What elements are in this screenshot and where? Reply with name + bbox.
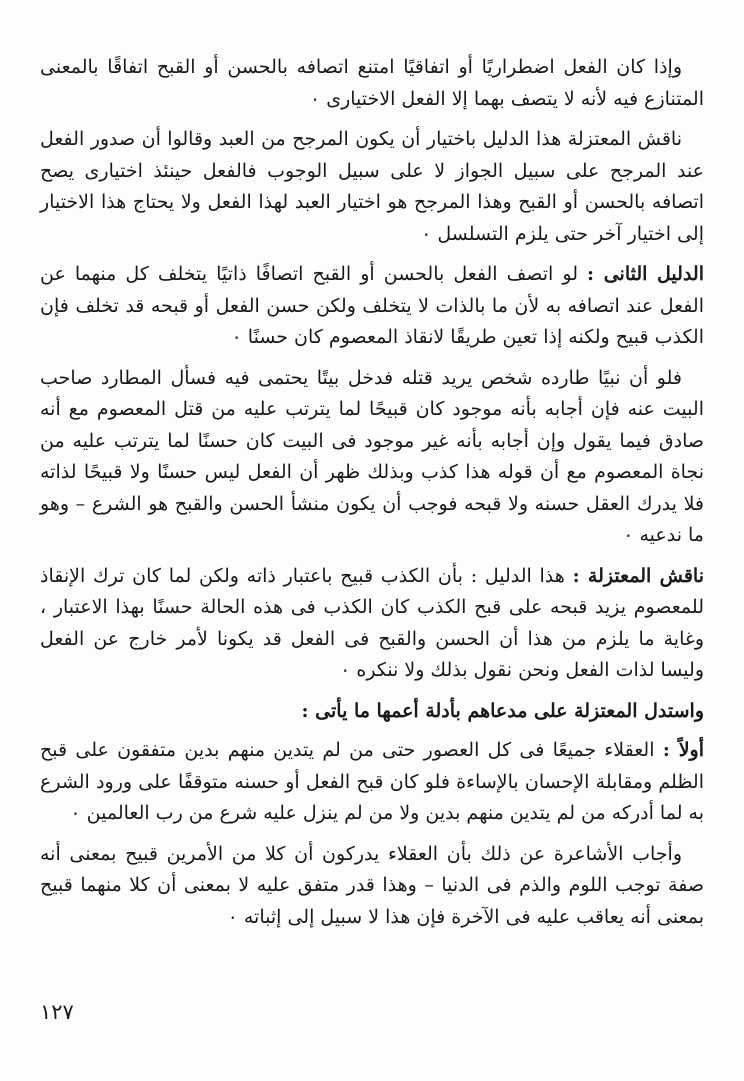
paragraph-lead: أولاً : — [662, 739, 704, 761]
paragraph-5 — [40, 561, 704, 687]
page-number: ١٢٧ — [40, 1000, 74, 1024]
paragraph-lead: ناقش المعتزلة : — [572, 564, 705, 587]
paragraph-text: لو اتصف الفعل بالحسن أو القبح اتصافًا ذاتيًا يتخلف كل منهما عن الفعل عند اتصافه به لأن ما بالذات لا يتخلف ولكن حسن الفعل أو قبحه قد تخلف فإن الكذب قبيح ولكنه إذا تعين طريقًا لانقاذ المعصوم كان حسنًا ٠ — [40, 263, 704, 348]
paragraph-text: ناقش المعتزلة هذا الدليل باختيار أن يكون المرجح من العبد وقالوا أن صدور الفعل عند المرجح على سبيل الجواز لا على سبيل الوجوب فالفعل حينئذ اختيارى يصح اتصافه بالحسن أو القبح وهذا المرجح هو اختيار العبد لهذا الفعل ولا يحتاج هذا الاختيار إلى اختيار آخر حتى يلزم التسلسل ٠ — [40, 128, 704, 245]
paragraph-text: وأجاب الأشاعرة عن ذلك بأن العقلاء يدركون أن كلا من الأمرين قبيح بمعنى أنه صفة توجب اللوم والذم فى الدنيا – وهذا قدر متفق عليه لا بمعنى أن كلا منهما قبيح بمعنى أنه يعاقب عليه فى الآخرة فإن هذا لا سبيل إلى إثباته ٠ — [40, 842, 704, 928]
paragraph-7 — [40, 839, 704, 934]
paragraph-text: هذا الدليل : بأن الكذب قبيح باعتبار ذاته ولكن لما كان ترك الإنقاذ للمعصوم يزيد قبحه على قبح الكذب كان الكذب فى هذه الحالة حسنًا بهذا الاعتبار ، وغاية ما يلزم من هذا أن الحسن والقبح فى الفعل قد يكونا لأمر خارج عن الفعل وليسا لذات الفعل ونحن نقول بذلك ولا ننكره ٠ — [40, 564, 704, 681]
paragraph-text: العقلاء جميعًا فى كل العصور حتى من لم يتدين منهم بدين متفقون على قبح الظلم ومقابلة الإحسان بالإساءة فلو كان قبح الفعل أو حسنه متوقفًا على ورود الشرع به لما أدركه من لم يتدين منهم بدين ولا من لم ينزل عليه شرع من رب العالمين ٠ — [40, 739, 704, 824]
paragraph-1 — [40, 52, 704, 115]
page-body — [40, 52, 704, 942]
paragraph-text: فلو أن نبيًا طارده شخص يريد قتله فدخل بيتًا يحتمى فيه فسأل المطارد صاحب البيت عنه فإن أجابه بأنه موجود كان قبيحًا لما يترتب عليه من قتل المعصوم مع أنه صادق فيما يقول وإن أجابه بأنه غير موجود فى البيت كان حسنًا لما يترتب عليه من نجاة المعصوم مع أن قوله هذا كذب وبذلك ظهر أن الفعل ليس حسنًا ولا قبيحًا لذاته فلا يدرك العقل حسنه ولا قبحه فوجب أن يكون منشأ الحسن والقبح هو الشرع – وهو ما ندعيه ٠ — [40, 366, 704, 546]
paragraph-6 — [40, 735, 704, 830]
paragraph-lead: الدليل الثانى : — [587, 263, 704, 285]
paragraph-text: وإذا كان الفعل اضطراريًا أو اتفاقيًا امتنع اتصافه بالحسن أو القبح اتفاقًا بالمعنى المتنازع فيه لأنه لا يتصف بهما إلا الفعل الاختيارى ٠ — [40, 56, 704, 110]
paragraph-2 — [40, 124, 704, 250]
paragraph-4 — [40, 363, 704, 552]
section-heading: واستدل المعتزلة على مدعاهم بأدلة أعمها ما يأتى : — [301, 699, 704, 722]
paragraph-3 — [40, 259, 704, 354]
